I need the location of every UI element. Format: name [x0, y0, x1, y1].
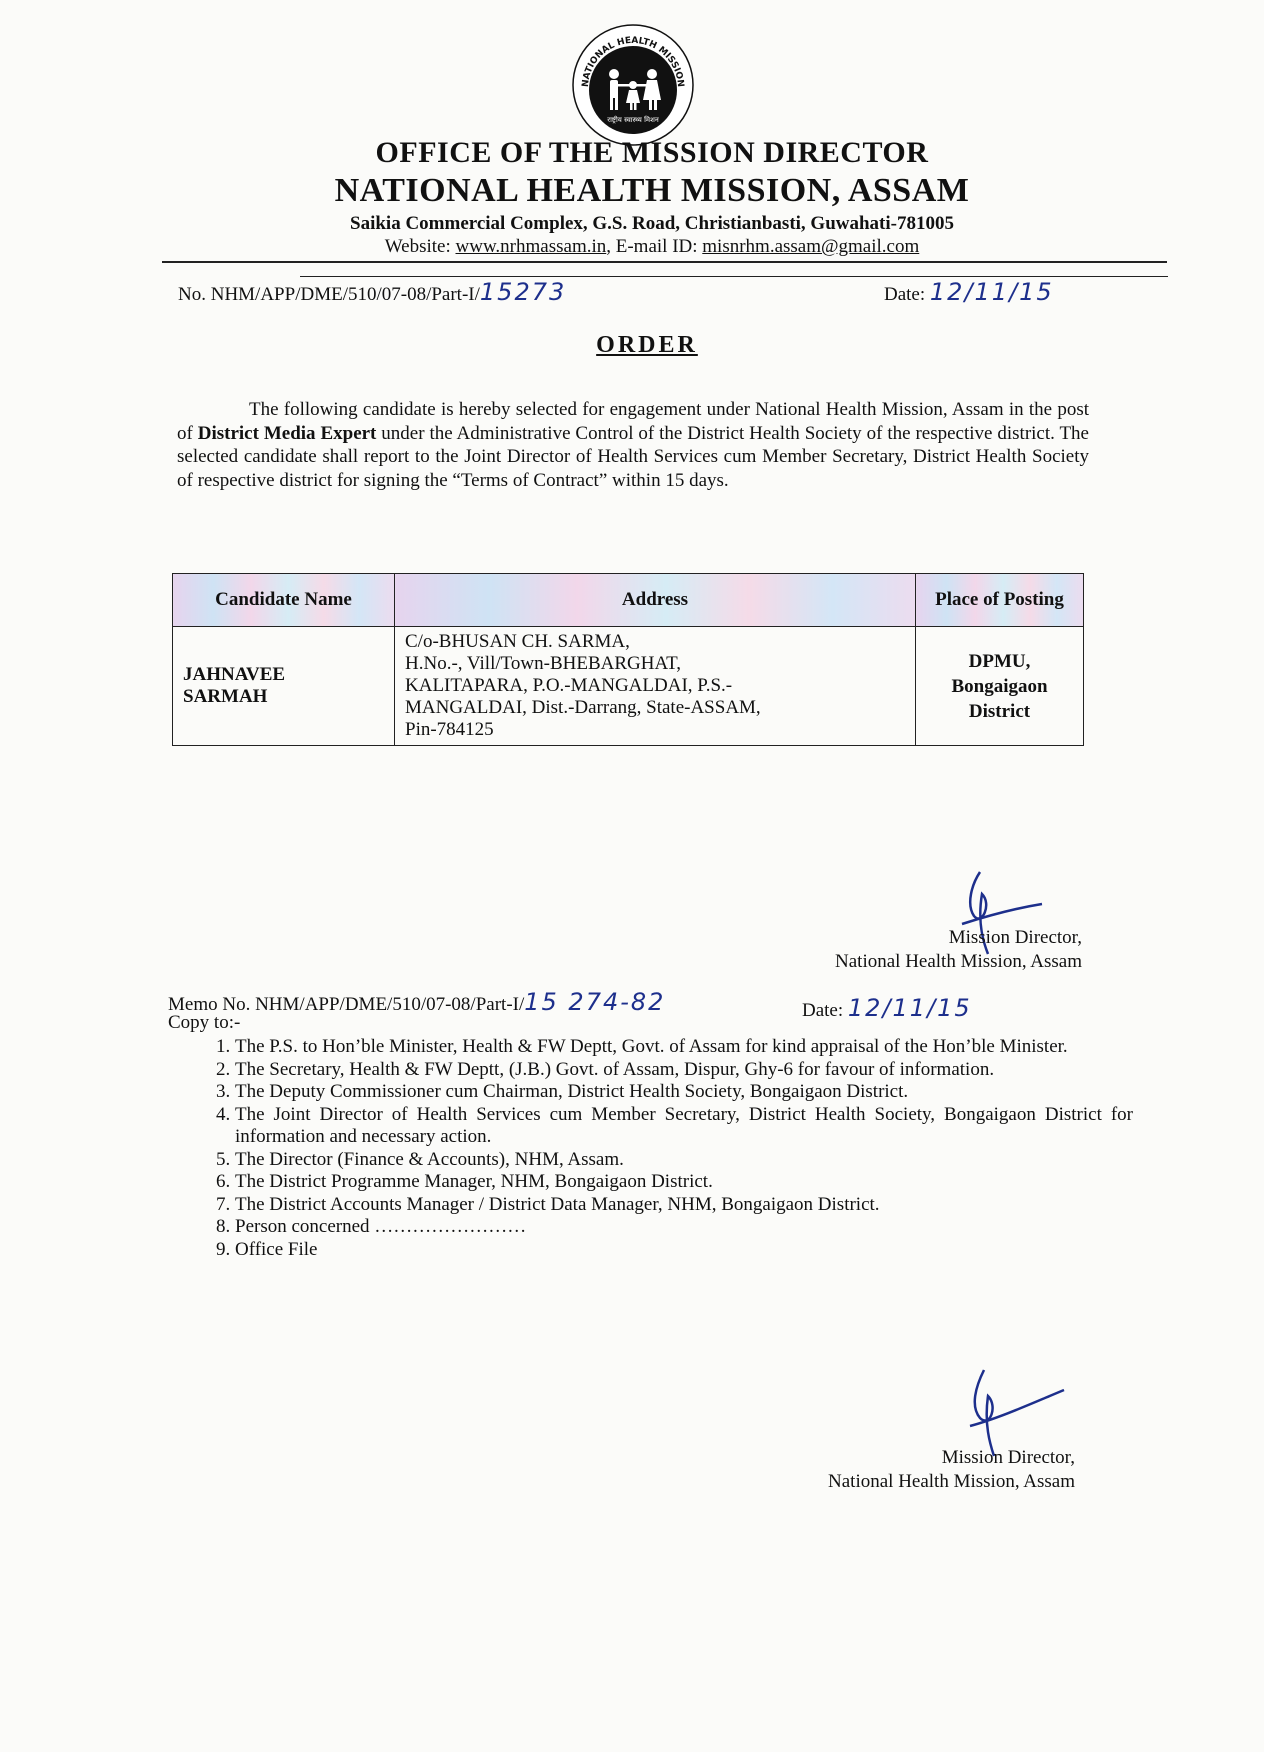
address-line: C/o-BHUSAN CH. SARMA, — [405, 631, 630, 652]
list-item: 1. The P.S. to Hon’ble Minister, Health & FW Deptt, Govt. of Assam for kind appraisal of the Hon’ble Minister. — [235, 1036, 1133, 1059]
list-item: 3. The Deputy Commissioner cum Chairman, District Health Society, Bongaigaon District. — [235, 1081, 1133, 1104]
date-handwritten: 12/11/15 — [929, 278, 1054, 306]
signatory-title: Mission Director, — [941, 1447, 1075, 1468]
header-divider — [162, 261, 1167, 263]
website-label: Website: — [384, 236, 456, 257]
memo-date-handwritten: 12/11/15 — [847, 994, 972, 1022]
candidate-name-line: JAHNAVEE — [183, 664, 286, 685]
reference-handwritten-number: 15273 — [479, 278, 567, 306]
posting-line: DPMU, — [968, 650, 1031, 672]
signatory-organization: National Health Mission, Assam — [828, 1471, 1075, 1492]
organization-title: NATIONAL HEALTH MISSION, ASSAM — [334, 172, 970, 209]
header-place-of-posting: Place of Posting — [916, 574, 1084, 627]
website-link[interactable]: www.nrhmassam.in — [455, 236, 607, 257]
para-part2: under the Administrative Control of the District Health Society of the respective district. The selected candidate shall report to the Joint Director of Health Services cum Member Secretary, District Health Society of respective district for signing the “Terms of Contract” within 15 days. — [177, 422, 1089, 491]
reference-date — [884, 278, 1054, 306]
table-row — [173, 627, 1084, 746]
candidate-name-cell — [173, 627, 395, 746]
table-header-row — [173, 574, 1084, 627]
address-line: Pin-784125 — [405, 719, 494, 740]
email-link[interactable]: misnrhm.assam@gmail.com — [702, 236, 920, 257]
signature-block-1 — [770, 926, 1082, 974]
copy-to-label: Copy to:- — [168, 1012, 241, 1033]
address-line: MANGALDAI, Dist.-Darrang, State-ASSAM, — [405, 697, 761, 718]
header-address: Address — [395, 574, 916, 627]
email-label: , E-mail ID: — [606, 236, 703, 257]
memo-date-label: Date: — [802, 1000, 844, 1021]
posting-line: District — [968, 700, 1031, 722]
address-line: H.No.-, Vill/Town-BHEBARGHAT, — [405, 653, 682, 674]
candidate-name-line: SARMAH — [183, 686, 268, 707]
list-item: 7. The District Accounts Manager / District Data Manager, NHM, Bongaigaon District. — [235, 1194, 1133, 1217]
order-paragraph — [177, 398, 1089, 492]
list-item: 9. Office File — [235, 1239, 1133, 1262]
nhm-logo-emblem — [570, 22, 696, 148]
date-label: Date: — [884, 284, 926, 305]
memo-date — [802, 994, 972, 1022]
reference-label: No. NHM/APP/DME/510/07-08/Part-I/ — [178, 284, 480, 305]
memo-handwritten-number: 15 274-82 — [524, 988, 666, 1016]
order-title: ORDER — [596, 332, 698, 358]
reference-number — [178, 278, 566, 306]
office-address: Saikia Commercial Complex, G.S. Road, Christianbasti, Guwahati-781005 — [350, 213, 954, 234]
posting-line: Bongaigaon — [951, 675, 1048, 697]
post-name: District Media Expert — [197, 422, 377, 444]
candidate-address-cell — [395, 627, 916, 746]
contact-line — [0, 236, 1264, 258]
logo-hindi-text: राष्ट्रीय स्वास्थ्य मिशन — [607, 116, 659, 124]
signatory-title: Mission Director, — [948, 927, 1082, 948]
list-item: 6. The District Programme Manager, NHM, Bongaigaon District. — [235, 1171, 1133, 1194]
posting-cell — [916, 627, 1084, 746]
list-item: 8. Person concerned …………………… — [235, 1216, 1133, 1239]
copy-list — [195, 1036, 1133, 1261]
para-part1: The following candidate is hereby selected for engagement under National Health Mission, Assam in the post of — [177, 399, 1089, 444]
header-divider-thin — [300, 276, 1168, 277]
logo-arc-text: NATIONAL HEALTH MISSION — [580, 35, 686, 88]
list-item: 2. The Secretary, Health & FW Deptt, (J.B.) Govt. of Assam, Dispur, Ghy-6 for favour of information. — [235, 1059, 1133, 1082]
list-item: 5. The Director (Finance & Accounts), NHM, Assam. — [235, 1149, 1133, 1172]
header-candidate-name: Candidate Name — [173, 574, 395, 627]
signature-block-2 — [760, 1446, 1075, 1494]
memo-label: Memo No. NHM/APP/DME/510/07-08/Part-I/ — [168, 994, 525, 1015]
candidate-table — [172, 573, 1084, 746]
address-line: KALITAPARA, P.O.-MANGALDAI, P.S.- — [405, 675, 733, 696]
memo-number — [168, 988, 665, 1016]
office-title: OFFICE OF THE MISSION DIRECTOR — [375, 136, 929, 169]
signatory-organization: National Health Mission, Assam — [835, 951, 1082, 972]
list-item: 4. The Joint Director of Health Services cum Member Secretary, District Health Society, Bongaigaon District for information and necessary action. — [235, 1104, 1133, 1149]
